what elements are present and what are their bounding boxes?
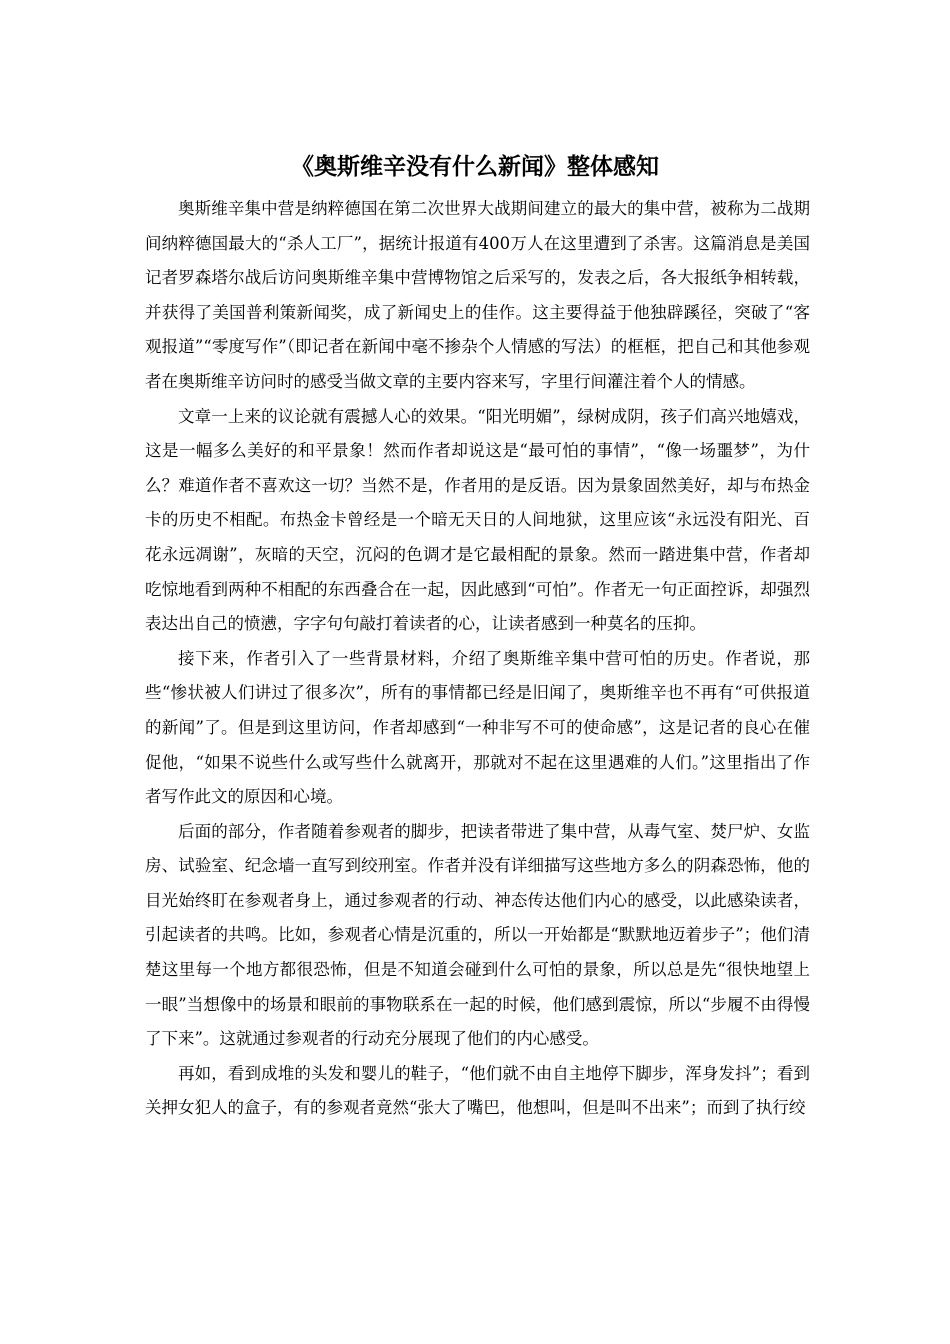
document-body	[145, 192, 810, 1126]
document-title: 《奥斯维辛没有什么新闻》整体感知	[291, 153, 659, 180]
paragraph-1: 奥斯维辛集中营是纳粹德国在第二次世界大战期间建立的最大的集中营，被称为二战期间纳粹德国最大的“杀人工厂”，据统计报道有400万人在这里遭到了杀害。这篇消息是美国记者罗森塔尔战后访问奥斯维辛集中营博物馆之后采写的，发表之后，各大报纸争相转载，并获得了美国普利策新闻奖，成了新闻史上的佳作。这主要得益于他独辟蹊径，突破了“客观报道”“零度写作”（即记者在新闻中毫不掺杂个人情感的写法）的框框，把自己和其他参观者在奥斯维辛访问时的感受当做文章的主要内容来写，字里行间灌注着个人的情感。	[145, 199, 810, 391]
paragraph-3: 接下来，作者引入了一些背景材料，介绍了奥斯维辛集中营可怕的历史。作者说，那些“惨状被人们讲过了很多次”，所有的事情都已经是旧闻了，奥斯维辛也不再有“可供报道的新闻”了。但是到这里访问，作者却感到“一种非写不可的使命感”，这是记者的良心在催促他，“如果不说些什么或写些什么就离开，那就对不起在这里遇难的人们。”这里指出了作者写作此文的原因和心境。	[145, 648, 810, 807]
paragraph-2: 文章一上来的议论就有震撼人心的效果。“阳光明媚”，绿树成阴，孩子们高兴地嬉戏，这是一幅多么美好的和平景象！然而作者却说这是“最可怕的事情”，“像一场噩梦”，为什么？难道作者不喜欢这一切？当然不是，作者用的是反语。因为景象固然美好，却与布热金卡的历史不相配。布热金卡曾经是一个暗无天日的人间地狱，这里应该“永远没有阳光、百花永远凋谢”，灰暗的天空，沉闷的色调才是它最相配的景象。然而一踏进集中营，作者却吃惊地看到两种不相配的东西叠合在一起，因此感到“可怕”。作者无一句正面控诉，却强烈表达出自己的愤懑，字字句句敲打着读者的心，让读者感到一种莫名的压抑。	[145, 406, 810, 634]
paragraph-5: 再如，看到成堆的头发和婴儿的鞋子，“他们就不由自主地停下脚步，浑身发抖”；看到关押女犯人的盒子，有的参观者竟然“张大了嘴巴，他想叫，但是叫不出来”；而到了执行绞	[145, 1063, 810, 1118]
paragraph-4: 后面的部分，作者随着参观者的脚步，把读者带进了集中营，从毒气室、焚尸炉、女监房、试验室、纪念墙一直写到绞刑室。作者并没有详细描写这些地方多么的阴森恐怖，他的目光始终盯在参观者身上，通过参观者的行动、神态传达他们内心的感受，以此感染读者，引起读者的共鸣。比如，参观者心情是沉重的，所以一开始都是“默默地迈着步子”；他们清楚这里每一个地方都很恐怖，但是不知道会碰到什么可怕的景象，所以总是先“很快地望上一眼”当想像中的场景和眼前的事物联系在一起的时候，他们感到震惊，所以“步履不由得慢了下来”。这就通过参观者的行动充分展现了他们的内心感受。	[145, 821, 810, 1049]
